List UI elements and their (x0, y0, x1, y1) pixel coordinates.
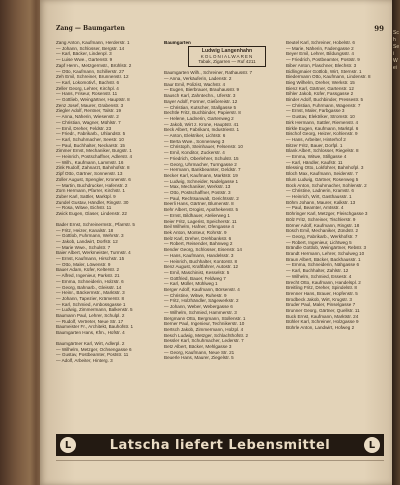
list-item: Breitling Fritz, Dreher, Spindelstr. 8 (286, 285, 357, 291)
advertisement-box (188, 46, 266, 68)
list-item: — Friedrich, Oberlehrer, Schulstr. 15 (164, 155, 239, 161)
list-item: Zipf Otto, Gärtner, Sonnenstr. 13 (56, 171, 123, 177)
list-item: — Friedrich, Postbeamter, Poststr. 9 (286, 57, 360, 63)
list-item: Beuerle Hans, Maurer, Ziegelstr. 5 (164, 355, 234, 361)
list-item: — Karl, Händler, Kaufstr. 11 (286, 159, 343, 165)
list-item: Zundel Gustav, Händler, Ringstr. 30 (56, 199, 129, 205)
list-item: — Rudolf, Vertreter, Neue Str. 17 (56, 318, 124, 324)
list-item: Bienz Karl, Gärtner, Gartenstr. 12 (286, 85, 354, 91)
list-item: Baumgärtner Karl, Wirt, Adlerpl. 2 (56, 340, 125, 346)
list-item: Brunner Georg, Gärtner, Quellstr. 11 (286, 308, 360, 314)
list-item: Blum Ludwig, Gärtner, Rosenweg 5 (286, 176, 359, 182)
list-item: Bechtle Fritz, Buchbinder, Papierstr. 8 (164, 110, 241, 116)
list-item: — Robert, Ingenieur, Lichtweg 5 (286, 239, 352, 245)
section-heading: Baumgarten (164, 40, 191, 45)
advertisement-banner (56, 434, 384, 456)
list-item: — Otto, Kaufmann, Schillerstr. 27 (56, 68, 125, 74)
list-item: Berger Adolf, Kaufmann, Börsenstr. 4 (164, 287, 240, 293)
list-item: Besch Ludwig, Metzger, Schlachthofstr. 2 (164, 332, 249, 338)
list-item: — Marie Wwe., Schulstr. 7 (56, 244, 111, 250)
list-item: Bauer Adam, Küfer, Kelterstr. 2 (56, 267, 120, 273)
list-item: — Christian, Kutscher, Stallgasse 5 (164, 104, 237, 110)
list-item: Zorn Hermann, Pfarrer, Kirchstr. 1 (56, 188, 125, 194)
list-item: Bloch Max, Kaufmann, Seidenstr. 7 (286, 171, 358, 177)
list-item: Birk Hermann, Sattler, Riemenstr. 4 (286, 119, 358, 125)
banner-slogan: Latscha liefert Lebensmittel (109, 437, 331, 453)
list-item: Bidlingmaier Gottlob, Wirt, Sternstr. 1 (286, 68, 362, 74)
latscha-logo-icon: L (364, 437, 380, 453)
list-item: — Gustav, Elektriker, Stromstr. 10 (286, 114, 355, 120)
list-item: Zeh Emil, Schreiner, Brunnenstr. 12 (56, 74, 129, 80)
list-item: — Hans, Arbeiter, Hinterhof 2 (286, 136, 346, 142)
list-item: — Robert, Reisender, Bahnweg 2 (164, 241, 233, 247)
list-item: — Friedr., Fabrikarb., Uhlandstr. 5 (56, 131, 126, 137)
list-item: — Fritz, Heizer, Kanalstr. 18 (56, 227, 114, 233)
list-item: Böhm Johann, Maurer, Kalkstr. 13 (286, 199, 356, 205)
list-item: Baumeister Fr., Architekt, Bauhofstr. 1 (56, 324, 134, 330)
list-item: Buck Ernst, Kaufmann, Marktstr. 24 (286, 313, 359, 319)
list-item: — Berta Wwe., Sonnenweg 3 (164, 138, 225, 144)
list-item: — Emma, Schneiderin, Nähgasse 6 (286, 262, 360, 268)
list-item: — Ludwig, Zimmermann, Balkenstr. 5 (56, 307, 133, 313)
list-item: — Otto, Postschaffner, Poststr. 3 (164, 190, 231, 196)
list-item: Bessler Karl, Schuhmacher, Lederstr. 7 (164, 338, 244, 344)
list-item: — Eugen, Bierbrauer, Brauhausstr. 9 (164, 87, 240, 93)
list-item: Birkle Eugen, Kaufmann, Marktpl. 6 (286, 125, 359, 131)
list-item: Böhringer Karl, Metzger, Fleischgasse 3 (286, 211, 368, 217)
list-item: Zimmer Ernst, Mechaniker, Burgstr. 1 (56, 148, 132, 154)
column-3 (286, 40, 386, 331)
list-item: Zang Anton, Kaufmann, Herderstr. 1 (56, 40, 130, 45)
list-item: Beil Wilhelm, Hafner, Ofengasse 4 (164, 224, 234, 230)
list-item: — Martin, Buchdrucker, Hafenstr. 2 (56, 182, 128, 188)
column-2 (164, 40, 272, 361)
list-item: — Johann, Schlosser, Bergstr. 14 (56, 45, 125, 51)
list-item: Brecht Otto, Kaufmann, Handelspl. 2 (286, 279, 361, 285)
list-item: Bader Ernst, Schreinermstr., Pfarrstr. 5 (56, 221, 135, 227)
column-1 (56, 40, 156, 364)
list-item: — Max, Mechaniker, Werkstr. 13 (164, 184, 231, 190)
list-item: — Hermann, Bankbeamter, Geldstr. 7 (164, 167, 241, 173)
list-item: Baier Albert, Werkmeister, Turmstr. 4 (56, 250, 131, 256)
list-item: Bausch Karl, Zahntechn., Uferstr. 3 (164, 93, 236, 99)
list-item: — Georg, Uhrmacher, Turmgasse 2 (164, 161, 237, 167)
list-item: — Emma, Witwe, Stillgasse 4 (286, 154, 347, 160)
list-item: — Wilh., Kaufmann, Lammstr. 16 (56, 159, 124, 165)
list-item: — Helene, Ladnerin, Gartenweg 2 (164, 115, 234, 121)
list-item: — Paul, Rechtsanwalt, Gerichtsstr. 2 (164, 195, 239, 201)
list-item: — Anna, Verkäuferin, Ladenstr. 2 (164, 76, 232, 82)
list-item: — Karl, Schuhmacher, Seestr. 10 (56, 136, 124, 142)
list-item: — Karl, Bäcker, Lindenpl. 3 (56, 51, 112, 57)
list-item: — Heinrich, Postschaffner, Adlerstr. 4 (56, 154, 133, 160)
list-item: — Anton, Elektriker, Lichtstr. 6 (164, 133, 226, 139)
list-item: — Anna, Näherin, Wiesenstr. 2 (56, 114, 119, 120)
list-item: — Emil, Konditor, Zuckerstr. 4 (164, 150, 225, 156)
list-item: Bock Anton, Schuhmacher, Sohlenstr. 2 (286, 182, 367, 188)
list-item: — Marie, Näherin, Fadengasse 2 (286, 45, 354, 51)
list-item: Bitzer Fritz, Bauer, Dorfpl. 1 (286, 142, 343, 148)
list-item: Bieg Wilhelm, Dreher, Werkstr. 15 (286, 79, 355, 85)
ad-line: Tabak, Zigarren — Ruf 4211 (198, 59, 256, 65)
list-item: — Hans, Kaufmann, Handelsstr. 3 (164, 252, 234, 258)
list-item: — Fritz, Holzhändler, Sägewerkstr. 2 (164, 298, 239, 304)
list-item: — Adolf, Arbeiter, Hinterg. 3 (56, 357, 113, 363)
list-item: — Ernst, Bildhauer, Atelierweg 1 (164, 212, 230, 218)
list-item: — Heinrich, Buchhalter, Kontorstr. 8 (164, 258, 238, 264)
list-item: Blessing Otto, Lokführer, Bahnhofpl. 3 (286, 165, 364, 171)
list-item: Zwick Eugen, Glaser, Lindenstr. 22 (56, 211, 127, 217)
list-item: — Alfred, Ingenieur, Parkstr. 21 (56, 273, 120, 279)
list-item: Bruder Paul, Maler, Pinselgasse 7 (286, 302, 356, 308)
list-item: Brodbeck Jakob, Wirt, Krugstr. 3 (286, 296, 352, 302)
list-item: Braun Albert, Bäcker, Backhausstr. 1 (286, 256, 361, 262)
list-item: Belz Karl, Dreher, Drehbankstr. 6 (164, 235, 232, 241)
list-item: — Heinr., Bäckermstr., Marktstr. 3 (56, 290, 125, 296)
list-item: — Gottfried, Bauer, Feldweg 7 (164, 275, 226, 281)
list-item: Beyer Emil, Lehrer, Bildungsstr. 4 (286, 51, 354, 57)
list-item: — Paul, Buchhalter, Neckarstr. 15 (56, 142, 125, 148)
list-item: Baur Emil, Polizist, Wachstr. 4 (164, 81, 226, 87)
list-item: Berner Paul, Ingenieur, Technikerstr. 10 (164, 321, 245, 327)
list-item: — Christoph, Steinhauer, Felsenstr. 10 (164, 144, 243, 150)
list-item: Brändle Gottlob, Weingärtner, Rebstr. 3 (286, 245, 367, 251)
list-item: — Luise Wwe., Gartenstr. 9 (56, 57, 113, 63)
latscha-logo-icon: L (60, 437, 76, 453)
list-item: Bührle Anton, Landwirt, Hofweg 2 (286, 325, 355, 331)
list-item: — Karl, Müller, Mühlweg 1 (164, 281, 218, 287)
list-item: Zenz Josef, Maurer, Grabenstr. 3 (56, 102, 124, 108)
list-item: — Gottlieb, Weingärtner, Hauptstr. 8 (56, 97, 130, 103)
list-item: Becker Karl, Kaufmann, Marktstr. 19 (164, 172, 238, 178)
list-item: Beutel Karl, Schreiner, Hobelstr. 6 (286, 40, 355, 45)
list-item: Zink Rudolf, Zahnarzt, Bahnhofstr. 8 (56, 165, 130, 171)
list-item: Baumann Paul, Lehrer, Schulpl. 2 (56, 313, 125, 319)
list-item: — Heinrich, Wirt, Gasthausstr. 1 (286, 193, 352, 199)
list-item: — Paul, Beamter, Amtsstr. 4 (286, 205, 344, 211)
list-item: — Karl, Buchhalter, Zahlstr. 12 (286, 268, 349, 274)
list-item: — Gottlob, Fuhrmann, Wehrstr. 3 (56, 233, 124, 239)
list-item: — Emil, Maschinist, Kesselstr. 5 (164, 269, 230, 275)
list-item: — Christine, Ladnerin, Kramstr. 6 (286, 188, 354, 194)
list-item: Biber Anton, Flaschner, Blechstr. 3 (286, 62, 357, 68)
list-item: — Emma, Schneiderin, Holzstr. 6 (56, 278, 124, 284)
list-item: Bischof Georg, Heizer, Kohlenstr. 9 (286, 131, 358, 137)
list-item: Bihler Jakob, Küfer, Fassgasse 2 (286, 91, 354, 97)
list-item: Beier Fritz, Lagerist, Speicherstr. 11 (164, 218, 237, 224)
list-item: — Wilhelm, Schmied, Hammerstr. 3 (164, 309, 237, 315)
list-item: Bühler Karl, Schreiner, Holzgasse 9 (286, 319, 359, 325)
list-item: Zapf Herm., Metzgermstr., Brühlstr. 2 (56, 62, 132, 68)
list-item: Benz August, Kraftfahrer, Autostr. 12 (164, 264, 239, 270)
list-item: — Georg, Kaufmann, Neue Str. 21 (164, 349, 235, 355)
list-item: Betz Albert, Bäcker, Mehlgasse 3 (164, 344, 232, 350)
list-item: Bölz Fritz, Schreiner, Tischlerstr. 9 (286, 216, 356, 222)
list-item: Binder Adolf, Buchbinder, Pressestr. 5 (286, 97, 364, 103)
list-item: Beck Albert, Fabrikant, Industriestr. 1 (164, 127, 240, 133)
list-item: — Johann, Tapezier, Krämerstr. 8 (56, 295, 125, 301)
list-item: Börner Adolf, Kaufmann, Ringstr. 18 (286, 222, 360, 228)
list-item: — Otto, Maler, Löwenstr. 9 (56, 261, 111, 267)
list-item: — Jakob, Wirt z. Krone, Hauptstr. 41 (164, 121, 239, 127)
list-item: — Ernst, Kaufmann, Hirschstr. 15 (56, 256, 125, 262)
list-item: Blank Albert, Schlosser, Riegelstr. 8 (286, 148, 359, 154)
running-head: Zang — Baumgarten (56, 24, 125, 32)
list-item: — Gustav, Postbeamter, Poststr. 11 (56, 352, 129, 358)
list-item: Zeller Georg, Lehrer, Kirchpl. 4 (56, 85, 119, 91)
list-item: Zoller August, Spengler, Kronenstr. 6 (56, 176, 131, 182)
list-item: Zuber Karl, Sattler, Marktpl. 9 (56, 193, 116, 199)
divider (56, 460, 384, 461)
directory-page (40, 0, 392, 485)
list-item: — Hans, Friseur, Rosenstr. 11 (56, 91, 118, 97)
list-item: Brandt Hermann, Lehrer, Schulweg 10 (286, 251, 365, 257)
ad-subtitle: KOLONIALWAREN (200, 53, 254, 59)
list-item: Brenner Hans, Brauer, Hopfenstr. 5 (286, 290, 358, 296)
list-item: — Ernst, Maler, Farbgasse 3 (286, 108, 345, 114)
list-item: Baumgarten Hans, Kfm., Hofstr. 4 (56, 330, 125, 336)
list-item: — Wilhelm, Schmied, Essestr. 4 (286, 273, 352, 279)
list-item: Ziegler Adolf, Rentner, Talstr. 19 (56, 108, 122, 114)
list-item: Bertsch Jakob, Zimmermann, Holzpl. 4 (164, 326, 244, 332)
list-item: — Wilhelm, Metzger, Ochsengasse 6 (56, 346, 132, 352)
next-page-edge (392, 0, 400, 485)
list-item: Bosch Emil, Mechaniker, Zündstr. 2 (286, 228, 358, 234)
list-item: — Rosa, Witwe, Eichstr. 11 (56, 205, 112, 211)
list-item: Biedermann Otto, Kaufmann, Lindenstr. 8 (286, 74, 371, 80)
list-item: — Christine, Witwe, Ruhestr. 9 (164, 292, 227, 298)
list-item: Bayer Adolf, Former, Gießereistr. 12 (164, 98, 238, 104)
list-item: — Jakob, Landwirt, Dorfstr. 12 (56, 238, 118, 244)
list-item: Bek Anton, Monteur, Rohrstr. 9 (164, 230, 227, 235)
list-item: — Georg, Bahnarb., Gleisstr. 14 (56, 284, 122, 290)
list-item: — Georg, Fabrikarb., Werkhofstr. 7 (286, 233, 358, 239)
list-item: — Christian, Wagner, Mühlstr. 7 (56, 119, 121, 125)
ad-name: Ludwig Langenhahn (201, 47, 253, 54)
list-item: — Christian, Fuhrmann, Wagenstr. 7 (286, 102, 361, 108)
list-item: Beerli Hans, Gärtner, Blumenstr. 8 (164, 201, 234, 207)
list-item: — Johann, Weber, Webergasse 6 (164, 304, 233, 310)
edge-text: Sch Sei Wei (393, 30, 400, 71)
page-number: 99 (374, 23, 384, 33)
list-item: Behr Albert, Drogist, Apothekenstr. 5 (164, 207, 239, 213)
list-item: Baumgarten Wilh., Schreiner, Rathausstr. 7 (164, 70, 253, 76)
list-item: — Emil, Dreher, Feldstr. 23 (56, 125, 112, 131)
list-item: Bergmann Otto, Bergmann, Stollenstr. 1 (164, 315, 246, 321)
list-item: — Karl, Lokomotivf., Bachstr. 6 (56, 79, 120, 85)
list-item: Bender Georg, Schlosser, Eisenstr. 14 (164, 247, 242, 253)
page-header (56, 22, 384, 34)
list-item: — Ludwig, Schneider, Nadelgasse 1 (164, 178, 239, 184)
list-item: — Karl, Schmied, Ambossgasse 1 (56, 301, 126, 307)
